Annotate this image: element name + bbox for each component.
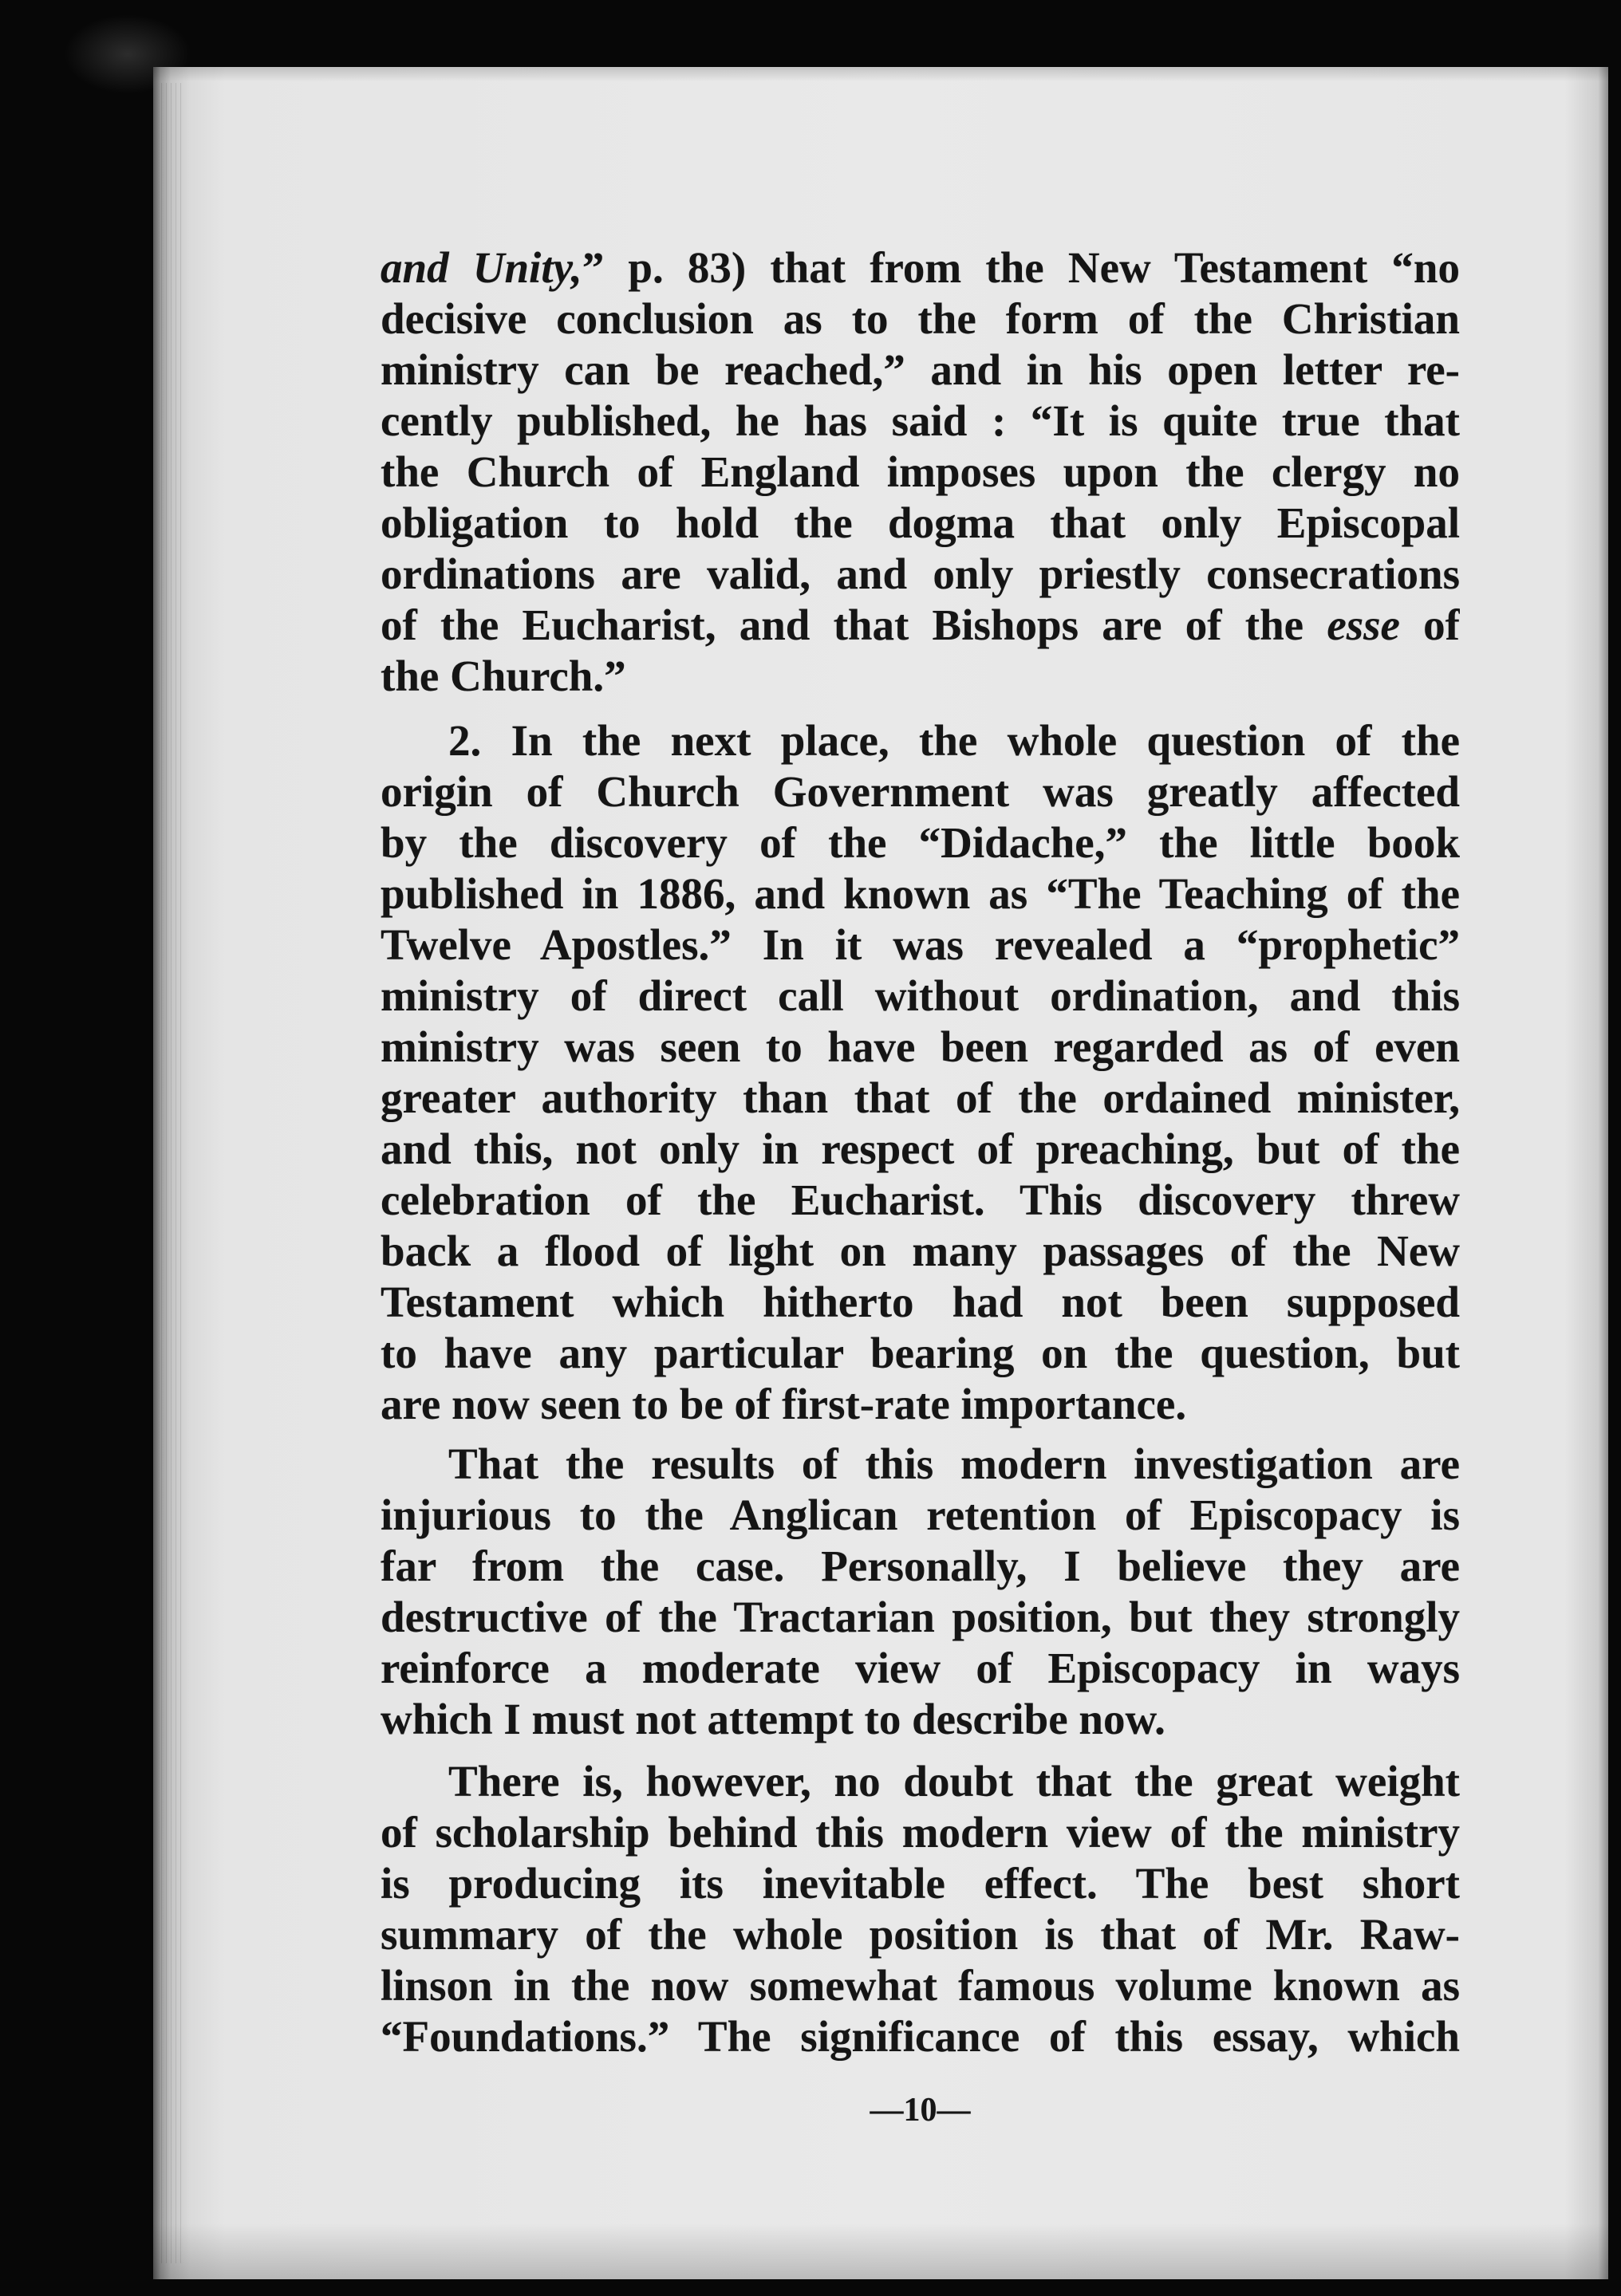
text-line: Twelve Apostles.” In it was revealed a “prophetic” (381, 920, 1460, 969)
text-line: cently published, he has said : “It is quite true that (381, 396, 1460, 445)
text-segment: of (1399, 601, 1460, 649)
italic-text: esse (1327, 601, 1400, 649)
text-line: ministry of direct call without ordination, and this (381, 971, 1460, 1020)
text-line: by the discovery of the “Didache,” the little book (381, 818, 1460, 867)
text-line: ordinations are valid, and only priestly consecrations (381, 549, 1460, 598)
text-line: Testament which hitherto had not been supposed (381, 1278, 1460, 1326)
text-line: greater authority than that of the ordained minister, (381, 1073, 1460, 1122)
text-line: published in 1886, and known as “The Teaching of the (381, 869, 1460, 918)
text-line: “Foundations.” The significance of this essay, which (381, 2012, 1460, 2061)
text-line: and this, not only in respect of preaching, but of the (381, 1124, 1460, 1173)
text-line (381, 242, 1460, 293)
page-bottom-shade (153, 2223, 1608, 2279)
text-line (381, 600, 1460, 651)
page-binding-shadow (161, 83, 182, 2263)
text-line: the Church of England imposes upon the clergy no (381, 447, 1460, 496)
paragraph (381, 715, 1460, 1430)
italic-text: and Unity, (381, 243, 582, 292)
text-line: the Church.” (381, 652, 626, 700)
text-line: reinforce a moderate view of Episcopacy in ways (381, 1644, 1460, 1692)
text-line: far from the case. Personally, I believe they are (381, 1542, 1460, 1590)
text-line: decisive conclusion as to the form of the Christian (381, 294, 1460, 343)
text-line: are now seen to be of first-rate importance. (381, 1380, 1187, 1428)
text-line: ministry can be reached,” and in his open letter re- (381, 345, 1460, 394)
text-segment: ” p. 83) that from the New Testament “no (582, 243, 1460, 292)
text-line: destructive of the Tractarian position, but they strongly (381, 1593, 1460, 1641)
page-number: —10— (870, 2092, 971, 2129)
body-text (381, 242, 1460, 2062)
text-line: back a flood of light on many passages of the New (381, 1227, 1460, 1275)
text-line: ministry was seen to have been regarded as of even (381, 1022, 1460, 1071)
text-segment: of the Eucharist, and that Bishops are of the (381, 601, 1327, 649)
text-line: of scholarship behind this modern view of the ministry (381, 1808, 1460, 1857)
text-line: summary of the whole position is that of Mr. Raw- (381, 1910, 1460, 1959)
paragraph (381, 242, 1460, 702)
text-line: injurious to the Anglican retention of Episcopacy is (381, 1491, 1460, 1539)
page-top-shade (153, 67, 1608, 81)
text-line: is producing its inevitable effect. The best short (381, 1859, 1460, 1908)
text-line: to have any particular bearing on the question, but (381, 1329, 1460, 1377)
text-line: That the results of this modern investigation are (448, 1439, 1460, 1488)
text-line: origin of Church Government was greatly affected (381, 767, 1460, 816)
text-line: which I must not attempt to describe now. (381, 1695, 1165, 1743)
paragraph (381, 1756, 1460, 2062)
text-line: There is, however, no doubt that the great weight (448, 1757, 1460, 1806)
text-line: linson in the now somewhat famous volume known as (381, 1961, 1460, 2010)
text-line: celebration of the Eucharist. This discovery threw (381, 1176, 1460, 1224)
paragraph (381, 1439, 1460, 1745)
text-line: 2. In the next place, the whole question of the (448, 716, 1460, 765)
text-line: obligation to hold the dogma that only Episcopal (381, 498, 1460, 547)
